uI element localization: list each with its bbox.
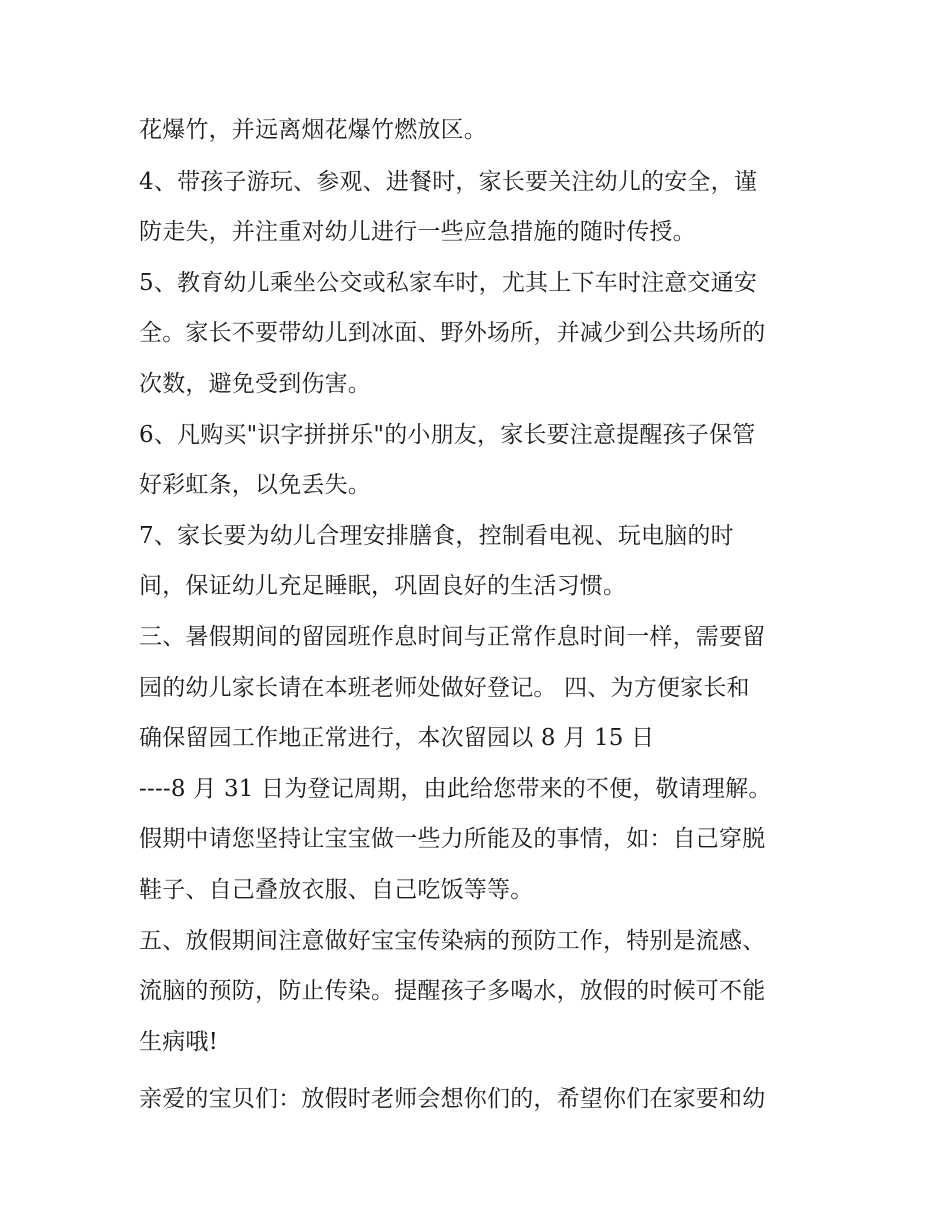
text-line-3: 防走失，并注重对幼儿进行一些应急措施的随时传授。 (139, 219, 696, 245)
text-line-2: 4、带孩子游玩、参观、进餐时，家长要关注幼儿的安全，谨 (139, 169, 758, 195)
text-line-4: 5、教育幼儿乘坐公交或私家车时，尤其上下车时注意交通安 (139, 270, 758, 296)
text-line-9: 7、家长要为幼儿合理安排膳食，控制看电视、玩电脑的时 (139, 523, 734, 549)
text-line-12: 园的幼儿家长请在本班老师处做好登记。 四、为方便家长和 (139, 675, 750, 701)
text-line-18: 流脑的预防，防止传染。提醒孩子多喝水，放假的时候可不能 (139, 978, 766, 1004)
text-line-16: 鞋子、自己叠放衣服、自己吃饭等等。 (139, 877, 534, 903)
text-line-1: 花爆竹，并远离烟花爆竹燃放区。 (139, 117, 487, 143)
text-line-19: 生病哦! (139, 1029, 219, 1055)
text-line-5: 全。家长不要带幼儿到冰面、野外场所，并减少到公共场所的 (139, 320, 766, 346)
text-line-6: 次数，避免受到伤害。 (139, 371, 371, 397)
text-line-14: ----8 月 31 日为登记周期，由此给您带来的不便，敬请理解。 (139, 776, 772, 802)
text-line-15: 假期中请您坚持让宝宝做一些力所能及的事情，如：自己穿脱 (139, 826, 766, 852)
text-line-8: 好彩虹条，以免丢失。 (139, 472, 371, 498)
text-line-17: 五、放假期间注意做好宝宝传染病的预防工作，特别是流感、 (139, 928, 766, 954)
text-line-11: 三、暑假期间的留园班作息时间与正常作息时间一样，需要留 (139, 624, 766, 650)
text-line-10: 间，保证幼儿充足睡眠，巩固良好的生活习惯。 (139, 573, 627, 599)
text-line-20: 亲爱的宝贝们：放假时老师会想你们的，希望你们在家要和幼 (139, 1086, 766, 1112)
text-line-13: 确保留园工作地正常进行，本次留园以 8 月 15 日 (139, 725, 655, 751)
text-line-7: 6、凡购买"识字拼拼乐"的小朋友，家长要注意提醒孩子保管 (139, 422, 756, 448)
